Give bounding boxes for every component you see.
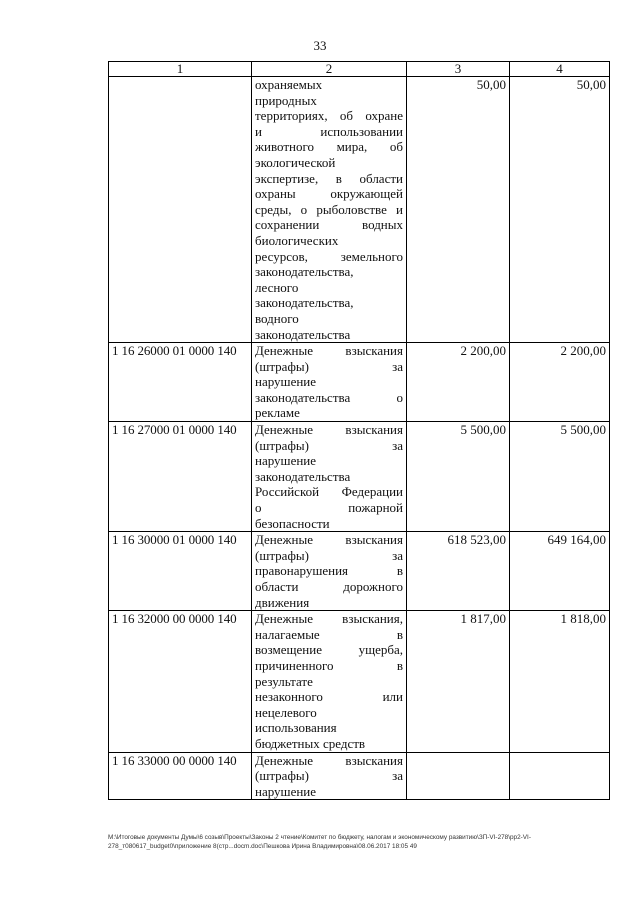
description-line: о пожарной: [255, 500, 403, 516]
description-cell: [252, 343, 407, 422]
description-line: лесного: [255, 279, 299, 295]
description-line: Денежные взыскания: [255, 343, 403, 359]
amount-col-4-cell: 1 818,00: [510, 611, 610, 752]
budget-code-cell: [109, 77, 252, 343]
header-row: [109, 62, 610, 77]
amount-col-4-cell: 649 164,00: [510, 532, 610, 611]
description-line: области дорожного: [255, 579, 403, 594]
description-line: безопасности: [255, 515, 330, 531]
table-row: [109, 611, 610, 752]
description-line: причиненного в: [255, 657, 403, 673]
description-cell: [252, 422, 407, 532]
description-line: охраняемых: [255, 77, 323, 92]
amount-col-3-cell: 618 523,00: [407, 532, 510, 611]
amount-col-3-cell: [407, 752, 510, 800]
header-col-1: 1: [109, 62, 252, 77]
budget-table: [108, 61, 610, 800]
description-line: нарушение: [255, 783, 317, 799]
description-line: экспертизе, в области: [255, 170, 403, 186]
footer-line-1: М:\Итоговые документы Думы\6 созыв\Проекты\Законы 2 чтение\Комитет по бюджету, налогам и экономическому развитию\ЗП-VI-278\рр2-VI-: [108, 834, 531, 841]
description-line: законодательства,: [255, 295, 354, 311]
description-line: (штрафы) за: [255, 547, 403, 563]
description-line: животного мира, об: [255, 139, 403, 155]
description-line: Денежные взыскания: [255, 422, 403, 438]
description-line: территориях, об охране: [255, 108, 403, 124]
amount-col-3-cell: 2 200,00: [407, 343, 510, 422]
description-line: природных: [255, 92, 317, 108]
description-cell: [252, 611, 407, 752]
description-line: нарушение: [255, 453, 317, 469]
description-line: бюджетных средств: [255, 735, 366, 751]
amount-col-4-cell: 5 500,00: [510, 422, 610, 532]
description-line: Денежные взыскания: [255, 532, 403, 548]
description-line: среды, о рыболовстве и: [255, 201, 403, 217]
amount-col-4-cell: [510, 752, 610, 800]
amount-col-4-cell: 50,00: [510, 77, 610, 343]
description-cell: [252, 77, 407, 343]
budget-code-cell: 1 16 32000 00 0000 140: [109, 611, 252, 752]
page-number: 33: [313, 38, 327, 53]
description-line: Российской Федерации: [255, 484, 403, 500]
description-line: и использовании: [255, 123, 403, 139]
budget-code-cell: 1 16 33000 00 0000 140: [109, 752, 252, 800]
description-line: законодательства: [255, 326, 351, 342]
header-col-4: 4: [510, 62, 610, 77]
budget-code-cell: 1 16 27000 01 0000 140: [109, 422, 252, 532]
header-col-2: 2: [252, 62, 407, 77]
amount-col-3-cell: 50,00: [407, 77, 510, 343]
description-line: законодательства: [255, 468, 351, 484]
description-line: водного: [255, 310, 299, 326]
description-line: возмещение ущерба,: [255, 642, 403, 658]
description-line: Денежные взыскания,: [255, 611, 403, 627]
document-path-footer: [108, 833, 608, 851]
description-line: незаконного или: [255, 689, 403, 705]
description-line: рекламе: [255, 405, 300, 421]
table-row: [109, 77, 610, 343]
description-line: движения: [255, 594, 310, 610]
amount-col-3-cell: 5 500,00: [407, 422, 510, 532]
table-row: [109, 752, 610, 800]
description-line: использования: [255, 720, 337, 736]
description-line: сохранении водных: [255, 217, 403, 233]
description-line: правонарушения в: [255, 563, 403, 579]
table-body: [109, 77, 610, 800]
description-line: нецелевого: [255, 704, 317, 720]
description-line: нарушение: [255, 374, 317, 390]
table-row: [109, 532, 610, 611]
description-line: экологической: [255, 154, 336, 170]
description-cell: [252, 752, 407, 800]
header-col-3: 3: [407, 62, 510, 77]
description-line: результате: [255, 673, 313, 689]
description-cell: [252, 532, 407, 611]
description-line: биологических: [255, 232, 339, 248]
description-line: охраны окружающей: [255, 186, 403, 202]
description-line: законодательства о: [255, 389, 403, 405]
footer-line-2: 278_т080617_budget0\приложение 8(стр...docm.doc\Пешкова Ирина Владимировна\08.06.2017 18:05 49: [108, 843, 417, 850]
table-row: [109, 422, 610, 532]
description-line: законодательства,: [255, 264, 354, 280]
description-line: (штрафы) за: [255, 358, 403, 374]
amount-col-4-cell: 2 200,00: [510, 343, 610, 422]
description-line: (штрафы) за: [255, 437, 403, 453]
amount-col-3-cell: 1 817,00: [407, 611, 510, 752]
description-line: Денежные взыскания: [255, 752, 403, 768]
description-line: ресурсов, земельного: [255, 248, 403, 264]
budget-code-cell: 1 16 30000 01 0000 140: [109, 532, 252, 611]
description-line: (штрафы) за: [255, 768, 403, 784]
table-row: [109, 343, 610, 422]
budget-code-cell: 1 16 26000 01 0000 140: [109, 343, 252, 422]
description-line: налагаемые в: [255, 626, 403, 642]
